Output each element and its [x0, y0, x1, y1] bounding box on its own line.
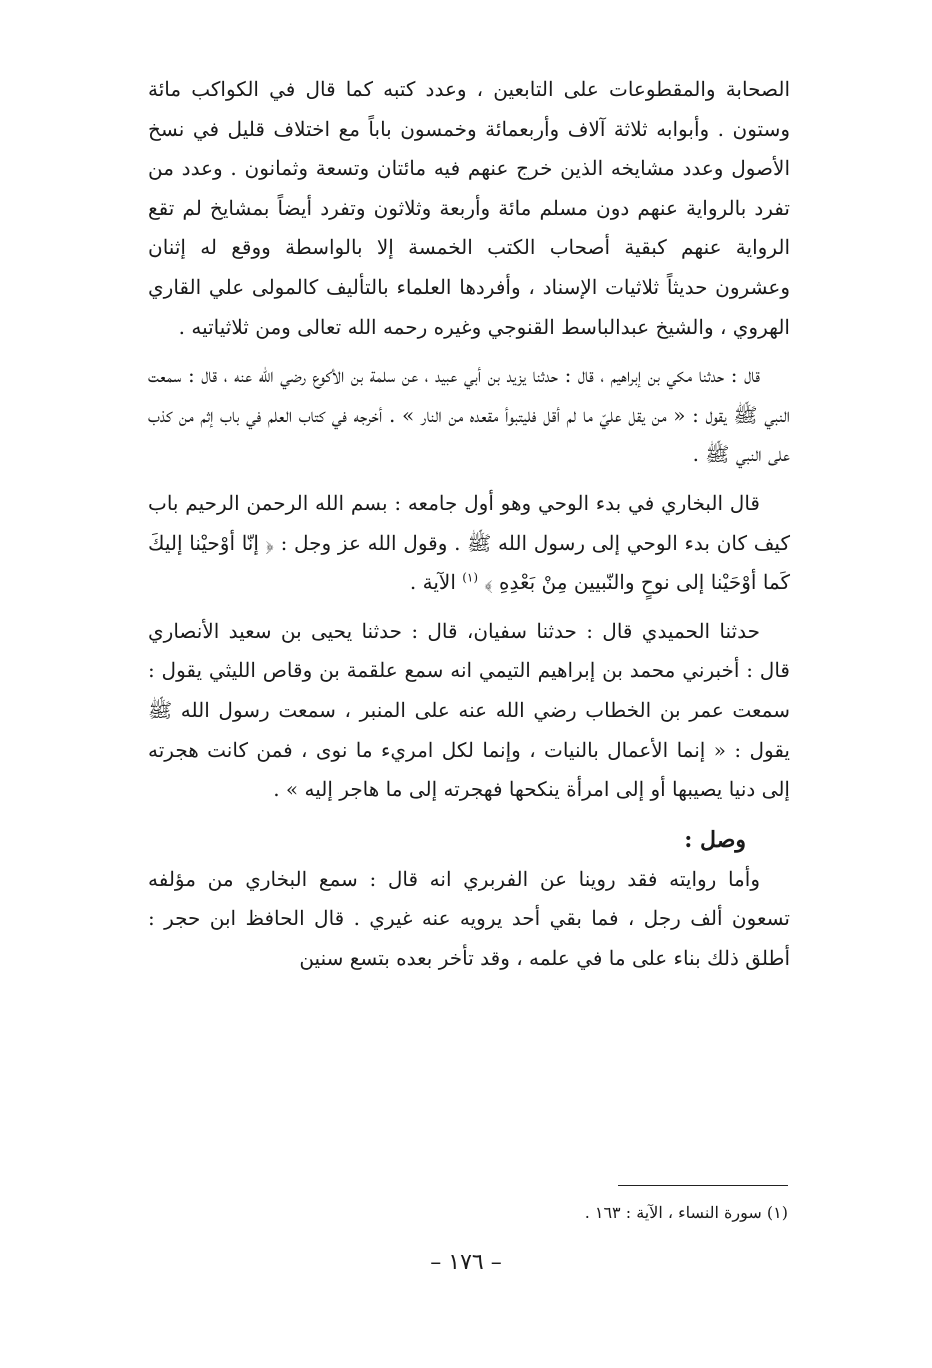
paragraph-thulathiyat-hadith: قال : حدثنا مكي بن إبراهيم ، قال : حدثنا يزيد بن أبي عبيد ، عن سلمة بن الأكوع رضي الله عنه ، قال : سمعت النبي ﷺ يقول : « من يقل عليّ ما لم أقل فليتبوأ مقعده من النار » . أخرجه في كتاب العلم في باب إثم من كذب على النبي ﷺ . — [148, 363, 790, 467]
footnote-marker: (١) — [462, 570, 479, 585]
page-body — [148, 70, 790, 978]
paragraph-intro: الصحابة والمقطوعات على التابعين ، وعدد كتبه كما قال في الكواكب مائة وستون . وأبوابه ثلاثة آلاف وأربعمائة وخمسون باباً مع اختلاف قليل في نسخ الأصول وعدد مشايخه الذين خرج عنهم فيه مائتان وتسعة وثمانون . وعدد من تفرد بالرواية عنهم دون مسلم مائة وأربعة وثلاثون وتفرد أيضاً بمشايخ لم تقع الرواية عنهم كبقية أصحاب الكتب الخمسة إلا بالواسطة ووقع له إثنان وعشرون حديثاً ثلاثيات الإسناد ، وأفردها العلماء بالتأليف كالمولى علي القاري الهروي ، والشيخ عبدالباسط القنوجي وغيره رحمه الله تعالى ومن ثلاثياتيه . — [148, 77, 791, 339]
page-number: – ١٧٦ – — [430, 1250, 502, 1275]
footnote-divider — [618, 1185, 788, 1186]
paragraph-hadith-niyyat: حدثنا الحميدي قال : حدثنا سفيان، قال : حدثنا يحيى بن سعيد الأنصاري قال : أخبرني محمد بن إبراهيم التيمي انه سمع علقمة بن وقاص الليثي يقول : سمعت عمر بن الخطاب رضي الله عنه على المنبر ، سمعت رسول الله ﷺ يقول : « إنما الأعمال بالنيات ، وإنما لكل امريء ما نوى ، فمن كانت هجرته إلى دنيا يصيبها أو إلى امرأة ينكحها فهجرته إلى ما هاجر إليه » . — [148, 618, 791, 802]
footnote: (١) سورة النساء ، الآية : ١٦٣ . — [584, 1203, 788, 1222]
bad-al-wahy-text: قال البخاري في بدء الوحي وهو أول جامعه : بسم الله الرحمن الرحيم باب كيف كان بدء الوحي إلى رسول الله ﷺ . وقول الله عز وجل : ﴿ إنّا أوْحيْنا إليكَ كَما أوْحَيْنا إلى نوحٍ والنّبيين مِنْ بَعْدِهِ ﴾ — [148, 490, 790, 595]
section-heading: وصل : — [684, 826, 746, 853]
paragraph-bad-al-wahy — [148, 484, 790, 603]
verse-tail: الآية . — [409, 570, 456, 595]
paragraph-riwayah: وأما روايته فقد روينا عن الفربري انه قال : سمع البخاري من مؤلفه تسعون ألف رجل ، فما بقي أحد يرويه عنه غيري . قال الحافظ ابن حجر : أطلق ذلك بناء على ما في علمه ، وقد تأخر بعده بتسع سنين — [148, 866, 790, 970]
